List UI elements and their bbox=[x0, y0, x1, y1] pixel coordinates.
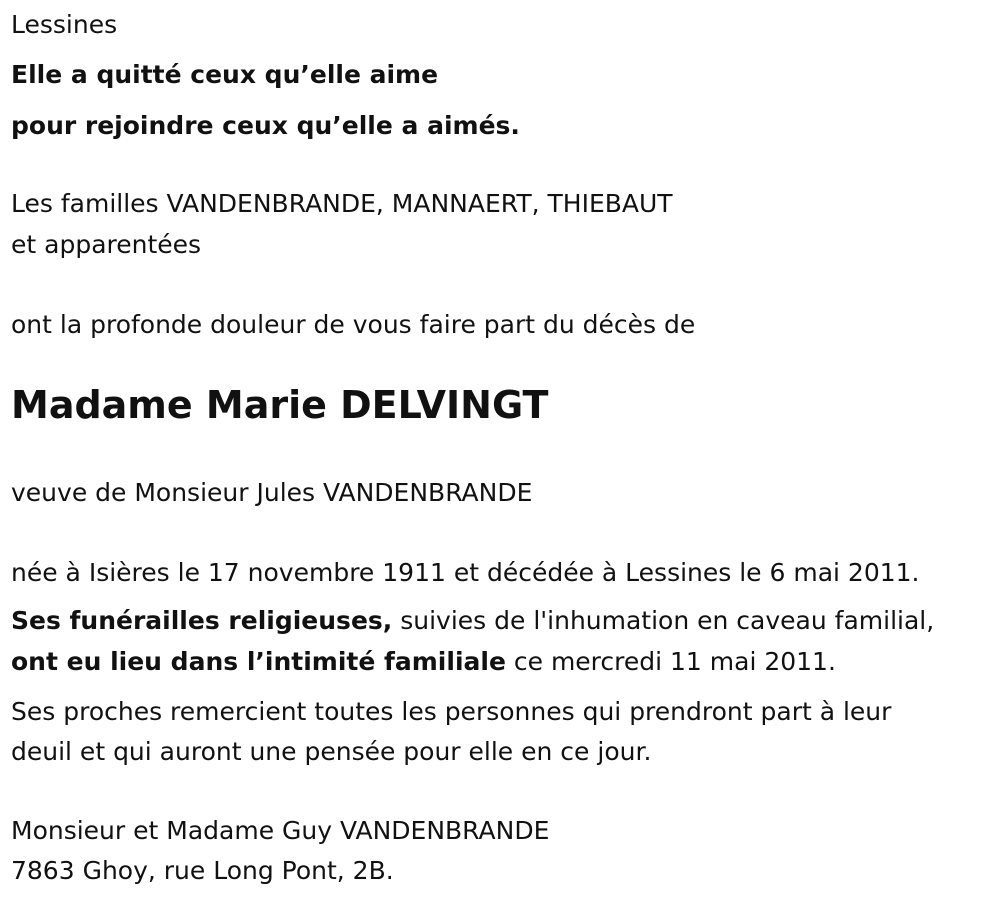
funeral-line-1-bold: Ses funérailles religieuses, bbox=[11, 606, 393, 635]
widow-of-text: veuve de Monsieur Jules VANDENBRANDE bbox=[11, 478, 533, 507]
funeral-line-2-bold: ont eu lieu dans l’intimité familiale bbox=[11, 647, 506, 676]
birth-death-text: née à Isières le 17 novembre 1911 et décédée à Lessines le 6 mai 2011. bbox=[11, 558, 920, 587]
funeral-line-2 bbox=[11, 647, 836, 677]
funeral-line-1 bbox=[11, 606, 934, 636]
verse-line-2: pour rejoindre ceux qu’elle a aimés. bbox=[11, 111, 520, 140]
contact-name: Monsieur et Madame Guy VANDENBRANDE bbox=[11, 816, 550, 845]
funeral-line-1-rest: suivies de l'inhumation en caveau familial, bbox=[392, 606, 935, 635]
city-heading: Lessines bbox=[11, 10, 118, 39]
funeral-line-2-rest: ce mercredi 11 mai 2011. bbox=[505, 647, 836, 676]
thanks-line-1: Ses proches remercient toutes les personnes qui prendront part à leur bbox=[11, 697, 892, 726]
families-line-2: et apparentées bbox=[11, 230, 202, 259]
contact-address: 7863 Ghoy, rue Long Pont, 2B. bbox=[11, 856, 394, 885]
announcement-text: ont la profonde douleur de vous faire part du décès de bbox=[11, 310, 696, 339]
families-line-1: Les familles VANDENBRANDE, MANNAERT, THIEBAUT bbox=[11, 189, 673, 218]
deceased-name: Madame Marie DELVINGT bbox=[11, 383, 549, 427]
verse-line-1: Elle a quitté ceux qu’elle aime bbox=[11, 60, 439, 89]
thanks-line-2: deuil et qui auront une pensée pour elle en ce jour. bbox=[11, 737, 652, 766]
